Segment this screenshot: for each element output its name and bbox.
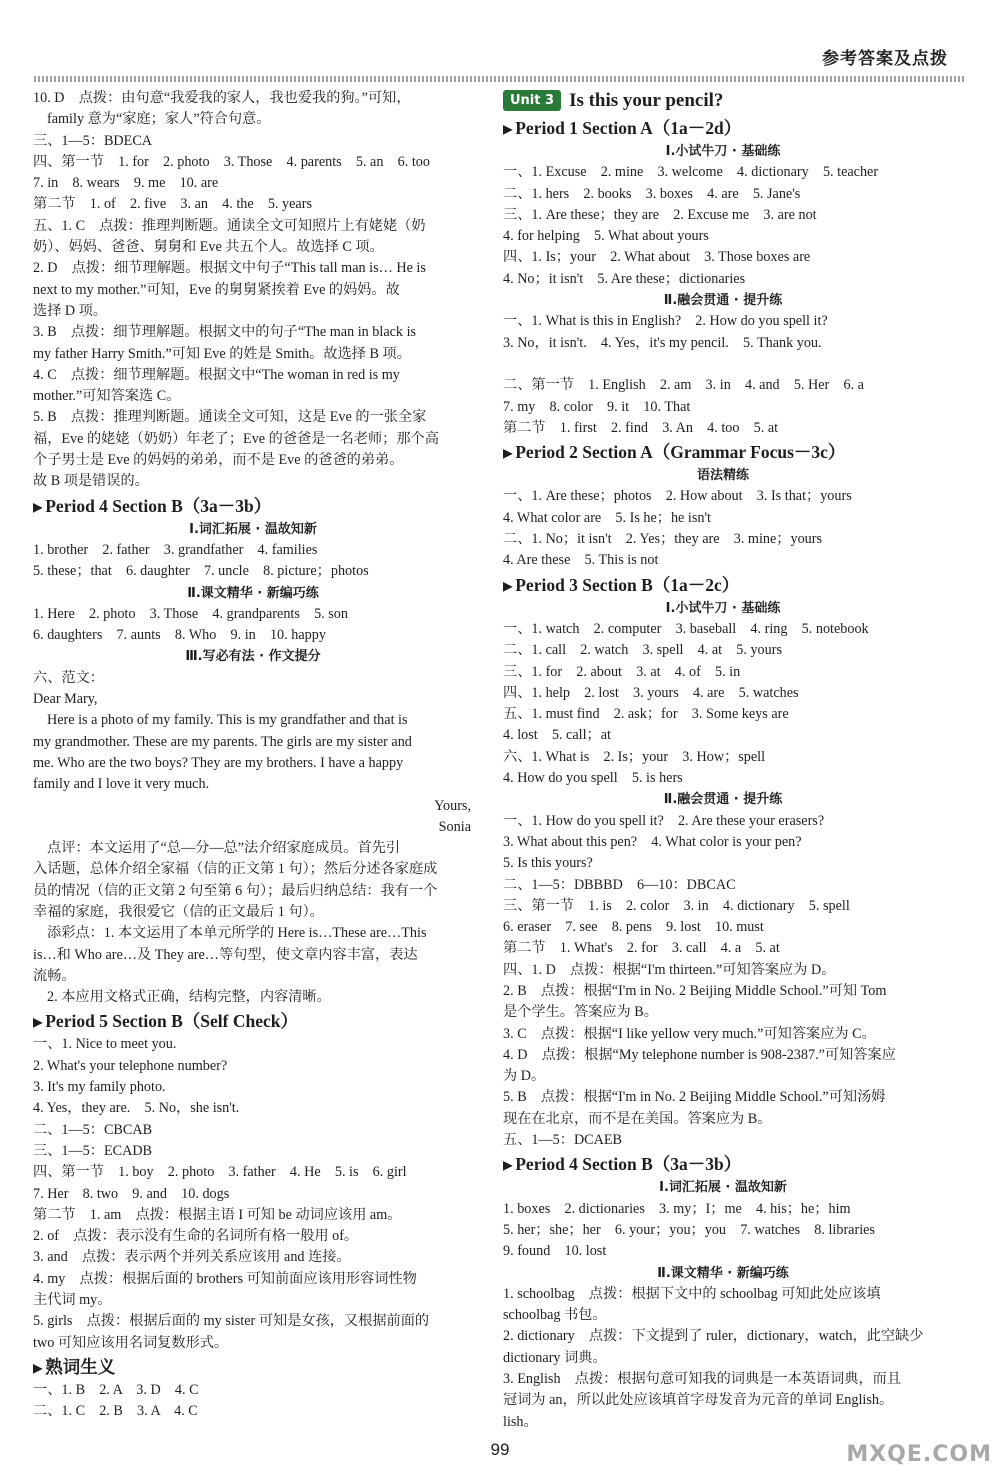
answer-line — [503, 896, 943, 917]
answer-line — [503, 205, 943, 226]
line-text: 一、1. What is this in English? 2. How do you spell it? — [503, 313, 828, 330]
answer-line — [33, 796, 473, 817]
section-subheading — [503, 789, 943, 810]
section-subheading — [503, 598, 943, 619]
answer-line — [33, 859, 473, 880]
answer-line — [33, 322, 473, 343]
line-text: 3. It's my family photo. — [33, 1079, 166, 1096]
line-text: Ⅱ.融会贯通 · 提升练 — [663, 293, 783, 309]
answer-line — [503, 1066, 943, 1087]
line-text: 三、1—5：BDECA — [33, 132, 153, 149]
section-subheading — [33, 519, 473, 540]
line-text: 一、1. Excuse 2. mine 3. welcome 4. dictionary 5. teacher — [503, 164, 879, 181]
answer-line — [33, 1141, 473, 1162]
answer-line — [503, 269, 943, 290]
line-text: mother.”可知答案选 C。 — [33, 388, 181, 405]
line-text: 3. No，it isn't. 4. Yes，it's my pencil. 5. Thank you. — [503, 334, 822, 351]
answer-line — [503, 550, 943, 571]
line-text: 4. No；it isn't 5. Are these；dictionaries — [503, 270, 746, 287]
line-text: family and I love it very much. — [33, 776, 210, 793]
line-text: Period 3 Section B（1a－2c） — [515, 574, 740, 595]
answer-line — [503, 1024, 943, 1045]
triangle-bullet-icon: ▶ — [503, 1158, 513, 1173]
answer-line — [33, 1034, 473, 1055]
line-text: 1. boxes 2. dictionaries 3. my；I；me 4. his；he；him — [503, 1200, 851, 1217]
line-text: 二、1—5：CBCAB — [33, 1121, 153, 1138]
period-heading — [33, 1009, 473, 1033]
answer-line — [503, 1284, 943, 1305]
line-text: 第二节 1. of 2. five 3. an 4. the 5. years — [33, 196, 312, 213]
section-subheading — [503, 290, 943, 311]
line-text: 2. of 点拨：表示没有生命的名词所有格一般用 of。 — [33, 1228, 359, 1245]
answer-line — [33, 1184, 473, 1205]
line-text: 五、1—5：DCAEB — [503, 1132, 623, 1149]
line-text: 2. dictionary 点拨：下文提到了 ruler，dictionary，watch，此空缺少 — [503, 1328, 924, 1345]
answer-line — [33, 753, 473, 774]
line-text: Period 5 Section B（Self Check） — [45, 1011, 298, 1032]
answer-line — [503, 662, 943, 683]
line-text: Ⅰ.词汇拓展 · 温故知新 — [189, 521, 317, 537]
line-text: 9. found 10. lost — [503, 1243, 607, 1260]
line-text: 二、第一节 1. English 2. am 3. in 4. and 5. Her 6. a — [503, 377, 864, 394]
answer-line — [503, 486, 943, 507]
answer-line — [503, 768, 943, 789]
line-text: 3. and 点拨：表示两个并列关系应该用 and 连接。 — [33, 1249, 351, 1266]
line-text: 4. D 点拨：根据“My telephone number is 908-2387.”可知答案应 — [503, 1046, 896, 1063]
unit-heading — [503, 88, 943, 114]
line-text: 语法精练 — [696, 468, 749, 484]
answer-line — [33, 923, 473, 944]
answer-line — [33, 774, 473, 795]
triangle-bullet-icon: ▶ — [33, 1360, 43, 1375]
line-text: 7. my 8. color 9. it 10. That — [503, 398, 691, 415]
answer-line — [33, 881, 473, 902]
line-text: 二、1. C 2. B 3. A 4. C — [33, 1403, 198, 1420]
answer-line — [33, 237, 473, 258]
line-text: 四、1. Is；your 2. What about 3. Those boxes are — [503, 249, 811, 266]
answer-line — [503, 1130, 943, 1151]
line-text: 主代词 my。 — [33, 1292, 112, 1309]
answer-line — [33, 1401, 473, 1422]
line-text: next to my mother.”可知，Eve 的舅舅紧挨着 Eve 的妈妈。故 — [33, 281, 400, 298]
line-text: 2. B 点拨：根据“I'm in No. 2 Beijing Middle School.”可知 Tom — [503, 982, 887, 999]
line-text: 幸福的家庭，我很爱它（信的正文最后 1 句）。 — [33, 903, 324, 920]
answer-line — [33, 365, 473, 386]
period-heading — [503, 440, 943, 464]
line-text: Period 4 Section B（3a－3b） — [515, 1154, 742, 1175]
answer-line — [33, 429, 473, 450]
line-text: Sonia — [438, 818, 471, 835]
answer-line — [33, 1205, 473, 1226]
line-text: 为 D。 — [503, 1068, 546, 1085]
answer-line — [33, 838, 473, 859]
answer-line — [33, 625, 473, 646]
line-text: 3. C 点拨：根据“I like yellow very much.”可知答案应为 C。 — [503, 1025, 876, 1042]
answer-line — [503, 397, 943, 418]
answer-line — [503, 960, 943, 981]
answer-line — [503, 938, 943, 959]
answer-line — [503, 981, 943, 1002]
line-text: 二、1. call 2. watch 3. spell 4. at 5. yours — [503, 642, 782, 659]
line-text: 一、1. Nice to meet you. — [33, 1036, 177, 1053]
answer-line — [33, 131, 473, 152]
answer-line — [33, 258, 473, 279]
answer-line — [503, 529, 943, 550]
answer-line — [503, 226, 943, 247]
line-text: 流畅。 — [33, 967, 76, 984]
line-text: 4. C 点拨：细节理解题。根据文中“The woman in red is my — [33, 366, 400, 383]
line-text: Period 2 Section A（Grammar Focus－3c） — [515, 442, 846, 463]
answer-line — [503, 1087, 943, 1108]
line-text: Dear Mary, — [33, 691, 98, 708]
line-text: 三、1—5：ECADB — [33, 1142, 153, 1159]
answer-line — [503, 1348, 943, 1369]
answer-line — [33, 407, 473, 428]
answer-line — [503, 1241, 943, 1262]
line-text: 是个学生。答案应为 B。 — [503, 1004, 658, 1021]
line-text: 四、第一节 1. boy 2. photo 3. father 4. He 5. is 6. girl — [33, 1164, 407, 1181]
line-text: 四、1. help 2. lost 3. yours 4. are 5. watches — [503, 684, 799, 701]
line-text: 2. 本应用文格式正确，结构完整，内容清晰。 — [47, 989, 331, 1006]
period-heading — [503, 573, 943, 597]
line-text: 一、1. watch 2. computer 3. baseball 4. ring 5. notebook — [503, 620, 869, 637]
answer-line — [503, 418, 943, 439]
answer-line — [33, 710, 473, 731]
line-text: 二、1. hers 2. books 3. boxes 4. are 5. Jane's — [503, 185, 801, 202]
line-text: lish。 — [503, 1413, 538, 1430]
answer-line — [33, 1226, 473, 1247]
section-subheading — [503, 465, 943, 486]
answer-line — [33, 280, 473, 301]
answer-line — [503, 619, 943, 640]
line-text: 熟词生义 — [45, 1356, 116, 1377]
answer-line — [33, 902, 473, 923]
line-text: 3. B 点拨：细节理解题。根据文中的句子“The man in black is — [33, 324, 417, 341]
line-text: 4. for helping 5. What about yours — [503, 228, 709, 245]
answer-line — [33, 1056, 473, 1077]
section-subheading — [503, 1263, 943, 1284]
answer-line — [503, 162, 943, 183]
answer-line — [33, 301, 473, 322]
answer-line — [503, 704, 943, 725]
line-text: 四、第一节 1. for 2. photo 3. Those 4. parents 5. an 6. too — [33, 153, 430, 170]
line-text: 1. brother 2. father 3. grandfather 4. families — [33, 541, 318, 558]
line-text: 4. my 点拨：根据后面的 brothers 可知前面应该用形容词性物 — [33, 1270, 417, 1287]
section-subheading — [503, 141, 943, 162]
line-text: Yours, — [434, 797, 471, 814]
answer-line — [33, 194, 473, 215]
answer-line — [503, 333, 943, 354]
line-text: 5. B 点拨：根据“I'm in No. 2 Beijing Middle School.”可知汤姆 — [503, 1089, 886, 1106]
line-text: 冠词为 an，所以此处应该填首字母发音为元音的单词 English。 — [503, 1392, 894, 1409]
section-subheading — [503, 1177, 943, 1198]
answer-line — [503, 683, 943, 704]
answer-line — [33, 604, 473, 625]
answer-line — [33, 1098, 473, 1119]
answer-line — [503, 640, 943, 661]
line-text: 7. Her 8. two 9. and 10. dogs — [33, 1185, 230, 1202]
line-text: 选择 D 项。 — [33, 302, 108, 319]
line-text: is…和 Who are…及 They are…等句型，使文章内容丰富，表达 — [33, 946, 418, 963]
line-text: 现在在北京，而不是在美国。答案应为 B。 — [503, 1110, 772, 1127]
answer-line — [503, 1412, 943, 1433]
line-text: 2. D 点拨：细节理解题。根据文中句子“This tall man is… He is — [33, 260, 426, 277]
period-heading — [503, 1152, 943, 1176]
period-heading — [503, 116, 943, 140]
line-text: 一、1. B 2. A 3. D 4. C — [33, 1381, 199, 1398]
line-text: Here is a photo of my family. This is my grandfather and that is — [47, 712, 408, 729]
line-text: Ⅱ.融会贯通 · 提升练 — [663, 792, 783, 808]
line-text: 10. D 点拨：由句意“我爱我的家人，我也爱我的狗。”可知， — [33, 90, 411, 106]
answer-line — [33, 88, 473, 109]
answer-line — [33, 987, 473, 1008]
line-text: 1. Here 2. photo 3. Those 4. grandparents 5. son — [33, 605, 348, 622]
line-text: 个子男士是 Eve 的妈妈的弟弟，而不是 Eve 的爸爸的弟弟。 — [33, 452, 404, 469]
answer-line — [503, 1045, 943, 1066]
answer-line — [503, 184, 943, 205]
line-text: 一、1. Are these；photos 2. How about 3. Is that；yours — [503, 488, 852, 505]
line-text: 3. English 点拨：根据句意可知我的词典是一本英语词典，而且 — [503, 1371, 902, 1388]
line-text: 第二节 1. first 2. find 3. An 4. too 5. at — [503, 419, 779, 436]
line-text: 4. Yes，they are. 5. No，she isn't. — [33, 1100, 240, 1117]
line-text: 3. What about this pen? 4. What color is your pen? — [503, 833, 802, 850]
line-text: 1. schoolbag 点拨：根据下文中的 schoolbag 可知此处应该填 — [503, 1285, 881, 1302]
line-text: 六、范文： — [33, 669, 104, 686]
header-divider — [34, 76, 966, 82]
answer-line — [33, 216, 473, 237]
line-text: 添彩点：1. 本文运用了本单元所学的 Here is…These are…This — [47, 925, 427, 942]
line-text: me. Who are the two boys? They are my brothers. I have a happy — [33, 754, 404, 771]
triangle-bullet-icon: ▶ — [503, 578, 513, 593]
line-text: 福，Eve 的姥姥（奶奶）年老了；Eve 的爸爸是一名老师；那个高 — [33, 430, 439, 447]
answer-line — [503, 311, 943, 332]
right-column — [503, 88, 943, 1433]
answer-line — [503, 853, 943, 874]
line-text: 二、1—5：DBBBD 6—10：DBCAC — [503, 876, 736, 893]
line-text: 第二节 1. What's 2. for 3. call 4. a 5. at — [503, 940, 780, 957]
answer-line — [503, 1390, 943, 1411]
answer-line — [503, 1199, 943, 1220]
line-text: 5. B 点拨：推理判断题。通读全文可知，这是 Eve 的一张全家 — [33, 409, 427, 426]
watermark-logo: MXQE.COM — [846, 1442, 992, 1467]
answer-line — [33, 732, 473, 753]
line-text: 4. How do you spell 5. is hers — [503, 770, 683, 787]
line-text: Is this your pencil? — [569, 90, 724, 111]
line-text: my father Harry Smith.”可知 Eve 的姓是 Smith。故选择 B 项。 — [33, 345, 411, 362]
answer-line — [503, 1305, 943, 1326]
page-header-title: 参考答案及点拨 — [822, 49, 948, 69]
answer-line — [503, 832, 943, 853]
line-text: 四、1. D 点拨：根据“I'm thirteen.”可知答案应为 D。 — [503, 961, 836, 978]
answer-line — [33, 109, 473, 130]
line-text: Ⅱ.课文精华 · 新编巧练 — [187, 585, 319, 601]
line-text: 五、1. C 点拨：推理判断题。通读全文可知照片上有姥姥（奶 — [33, 217, 426, 234]
line-text: 4. What color are 5. Is he；he isn't — [503, 509, 711, 526]
answer-line — [33, 1269, 473, 1290]
line-text: 5. her；she；her 6. your；you；you 7. watches 8. libraries — [503, 1221, 875, 1238]
line-text: 6. daughters 7. aunts 8. Who 9. in 10. happy — [33, 627, 326, 644]
line-text: 六、1. What is 2. Is；your 3. How；spell — [503, 748, 766, 765]
line-text: Period 1 Section A（1a－2d） — [515, 118, 742, 138]
answer-line — [33, 1380, 473, 1401]
answer-line — [503, 1369, 943, 1390]
line-text: 故 B 项是错误的。 — [33, 473, 149, 490]
answer-line — [503, 917, 943, 938]
triangle-bullet-icon: ▶ — [503, 446, 513, 461]
answer-line — [503, 1220, 943, 1241]
line-text: family 意为“家庭；家人”符合句意。 — [47, 111, 271, 128]
line-text: 5. these；that 6. daughter 7. uncle 8. picture；photos — [33, 563, 369, 580]
line-text: 三、第一节 1. is 2. color 3. in 4. dictionary 5. spell — [503, 897, 850, 914]
line-text: Ⅰ.词汇拓展 · 温故知新 — [659, 1180, 787, 1196]
answer-line — [33, 152, 473, 173]
answer-line — [33, 173, 473, 194]
line-text: 5. Is this yours? — [503, 855, 593, 872]
answer-line — [33, 966, 473, 987]
triangle-bullet-icon: ▶ — [503, 122, 513, 136]
answer-line — [33, 1077, 473, 1098]
period-heading — [33, 494, 473, 518]
period-heading — [33, 1355, 473, 1379]
answer-line — [33, 450, 473, 471]
line-text: 2. What's your telephone number? — [33, 1057, 228, 1074]
answer-line — [503, 747, 943, 768]
answer-line — [503, 247, 943, 268]
line-text: 员的情况（信的正文第 2 句至第 6 句）；最后归纳总结：我有一个 — [33, 882, 438, 899]
line-text: 4. lost 5. call；at — [503, 727, 611, 744]
answer-line — [33, 1333, 473, 1354]
answer-line — [503, 1326, 943, 1347]
triangle-bullet-icon: ▶ — [33, 1015, 43, 1030]
section-subheading — [33, 646, 473, 667]
line-text: 三、1. for 2. about 3. at 4. of 5. in — [503, 663, 741, 680]
answer-line — [503, 1109, 943, 1130]
answer-line — [33, 561, 473, 582]
answer-line — [33, 471, 473, 492]
line-text: Ⅲ.写必有法 · 作文提分 — [185, 649, 321, 665]
answer-line — [33, 1162, 473, 1183]
left-column — [33, 88, 473, 1423]
answer-line — [33, 1290, 473, 1311]
answer-line — [33, 817, 473, 838]
answer-line — [33, 1120, 473, 1141]
triangle-bullet-icon: ▶ — [33, 499, 43, 514]
answer-line — [503, 375, 943, 396]
answer-line — [503, 725, 943, 746]
page-number: 99 — [490, 1440, 510, 1459]
line-text: two 可知应该用名词复数形式。 — [33, 1334, 229, 1351]
line-text: 三、1. Are these；they are 2. Excuse me 3. are not — [503, 206, 817, 223]
line-text: 5. girls 点拨：根据后面的 my sister 可知是女孩，又根据前面的 — [33, 1313, 430, 1330]
line-text: Ⅰ.小试牛刀 · 基础练 — [665, 600, 781, 616]
line-text: 奶）、妈妈、爸爸、舅舅和 Eve 共五个人。故选择 C 项。 — [33, 239, 384, 256]
line-text: 6. eraser 7. see 8. pens 9. lost 10. must — [503, 919, 764, 936]
unit-badge: Unit 3 — [503, 90, 561, 111]
line-text: Period 4 Section B（3a－3b） — [45, 495, 272, 516]
section-subheading — [33, 583, 473, 604]
answer-line — [503, 875, 943, 896]
answer-line — [503, 1002, 943, 1023]
answer-line — [33, 1247, 473, 1268]
answer-line — [33, 1311, 473, 1332]
answer-line — [33, 945, 473, 966]
line-text: Ⅰ.小试牛刀 · 基础练 — [665, 144, 781, 159]
answer-line — [503, 811, 943, 832]
answer-line — [33, 540, 473, 561]
line-text: 7. in 8. wears 9. me 10. are — [33, 175, 219, 192]
line-text: 入话题，总体介绍全家福（信的正文第 1 句）；然后分述各家庭成 — [33, 861, 438, 878]
line-text: my grandmother. These are my parents. The girls are my sister and — [33, 733, 412, 750]
answer-line — [33, 689, 473, 710]
line-text: 一、1. How do you spell it? 2. Are these your erasers? — [503, 812, 825, 829]
answer-line — [503, 508, 943, 529]
line-text: dictionary 词典。 — [503, 1349, 607, 1366]
answer-line — [33, 344, 473, 365]
line-text: 二、1. No；it isn't 2. Yes；they are 3. mine；yours — [503, 531, 823, 548]
line-text: Ⅱ.课文精华 · 新编巧练 — [657, 1265, 789, 1281]
line-text: 五、1. must find 2. ask；for 3. Some keys are — [503, 706, 789, 723]
answer-line — [33, 668, 473, 689]
line-text: 4. Are these 5. This is not — [503, 552, 659, 569]
blank-line — [503, 354, 943, 375]
line-text: 点评：本文运用了“总—分—总”法介绍家庭成员。首先引 — [47, 840, 401, 857]
answer-line — [33, 386, 473, 407]
line-text: schoolbag 书包。 — [503, 1307, 607, 1324]
line-text: 第二节 1. am 点拨：根据主语 I 可知 be 动词应该用 am。 — [33, 1206, 402, 1223]
